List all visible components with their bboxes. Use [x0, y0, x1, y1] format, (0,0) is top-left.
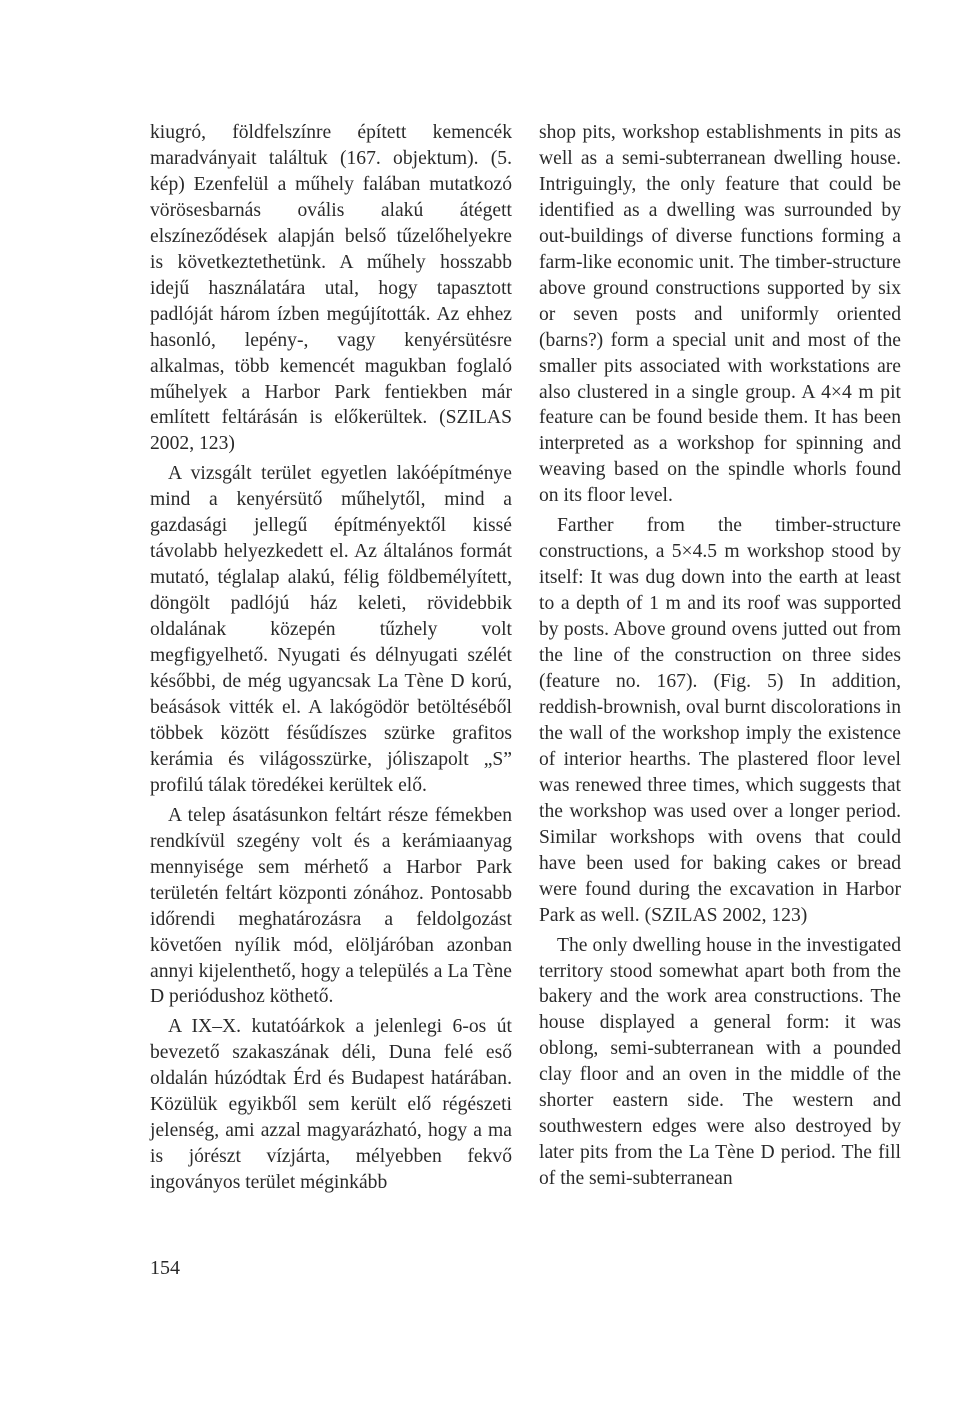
page-number: 154	[150, 1257, 180, 1279]
paragraph: Farther from the timber-structure constructions, a 5×4.5 m workshop stood by itself: It was dug down into the earth at least to a depth of 1 m and its roof was supported by posts. Above ground ovens jutted out from the line of the construction on three sides (feature no. 167). (Fig. 5) In addition, reddish-brownish, oval burnt discolorations in the wall of the workshop imply the existence of interior hearths. The plastered floor level was renewed three times, which suggests that the workshop was used over a longer period. Similar workshops with ovens that could have been used for baking cakes or bread were found during the excavation in Harbor Park as well. (SZILAS 2002, 123)	[539, 515, 901, 926]
paragraph: A vizsgált terület egyetlen lakóépítménye mind a kenyérsütő műhelytől, mind a gazdasági jellegű építményektől kissé távolabb helyezkedett el. Az általános formát mutató, téglalap alakú, félig földbemélyített, döngölt padlójú ház keleti, rövidebbik oldalának közepén tűzhely volt megfigyelhető. Nyugati és délnyugati szélét későbbi, de még ugyancsak La Tène D korú, beásások vitték el. A lakógödör betöltéséből többek között fésűdíszes szürke grafitos kerámia és világosszürke, jóliszapolt „S” profilú tálak töredékei kerültek elő.	[150, 463, 512, 796]
paragraph: shop pits, workshop establishments in pits as well as a semi-subterranean dwelling house. Intriguingly, the only feature that could be identified as a dwelling was surrounded by out-buildings of diverse functions forming a farm-like economic unit. The timber-structure above ground constructions supported by six or seven posts and uniformly oriented (barns?) form a special unit and most of the smaller pits associated with workstations are also clustered in a single group. A 4×4 m pit feature can be found beside them. It has been interpreted as a workshop for spinning and weaving based on the spindle whorls found on its floor level.	[539, 122, 901, 507]
paragraph: A telep ásatásunkon feltárt része fémekben rendkívül szegény volt és a kerámiaanyag mennyisége sem mérhető a Harbor Park területén feltárt központi zónához. Pontosabb időrendi meghatározásra a feldolgozást követően nyílik mód, elöljáróban azonban annyi kijelenthető, hogy a település a La Tène D periódushoz köthető.	[150, 804, 512, 1008]
paragraph: A IX–X. kutatóárkok a jelenlegi 6-os út bevezető szakaszának déli, Duna felé eső oldalán húzódtak Érd és Budapest határában. Közülük egyikből sem került elő régészeti jelenség, ami azzal magyarázható, hogy a ma is jórészt vízjárta, mélyebben fekvő ingoványos terület méginkább	[150, 1016, 512, 1194]
hungarian-text-column	[150, 120, 512, 1196]
english-text-column	[539, 120, 901, 1192]
paragraph: kiugró, földfelszínre épített kemencék maradványait találtuk (167. objektum). (5. kép) Ezenfelül a műhely falában mutatkozó vörösesbarnás ovális alakú átégett elszíneződések alapján belső tűzelőhelyekre is következtethetünk. A műhely hosszabb idejű használatára utal, hogy tapasztott padlóját három ízben megújították. Az ehhez hasonló, lepény-, vagy kenyérsütésre alkalmas, több kemencét magukban foglaló műhelyek a Harbor Park fentiekben már említett feltárásán is előkerültek. (SZILAS 2002, 123)	[150, 122, 512, 455]
paragraph: The only dwelling house in the investigated territory stood somewhat apart both from the bakery and the work area constructions. The house displayed a general form: it was oblong, semi-subterranean with a pounded clay floor and an oven in the middle of the shorter eastern side. The western and southwestern edges were also destroyed by later pits from the La Tène D period. The fill of the semi-subterranean	[539, 934, 901, 1190]
